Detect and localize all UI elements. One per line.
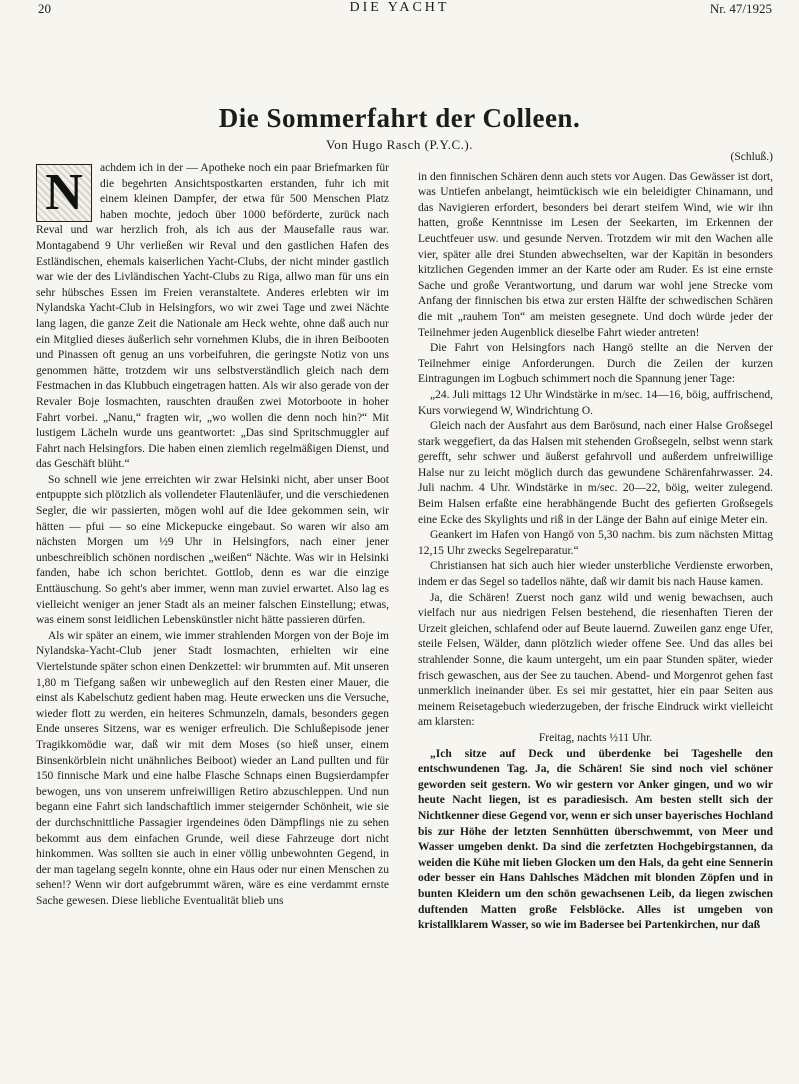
paragraph: So schnell wie jene erreichten wir zwar Helsinki nicht, aber unser Boot entpuppte sich plötzlich als vollendeter Flautenläufer, und die verschiedenen Segler, die wir passierten, mögen wohl auf die Idee gekommen sein, wir hätten — pfui — so eine Mickepucke eingebaut. So waren wir also am nächsten Morgen um ½9 Uhr in Helsingfors, nach einer jener unbeschreiblich schönen nordischen „weißen“ Nächte. Was wir in Helsinki fanden, habe ich schon berichtet. Gottlob, denn es war die einzige Enttäuschung. So geht's aber immer, wenn man zuviel erwartet. Also lag es vielleicht weniger an jener Stadt als an meiner falschen Einstellung; etwas, was einem sonst leidlichen Lebenskünstler nicht hätte passieren dürfen. <box>36 473 389 627</box>
conclusion-note: (Schluß.) <box>730 151 773 163</box>
logbook-entry: „24. Juli mittags 12 Uhr Windstärke in m/sec. 14—16, böig, auffrischend, Kurs vorwiegend W, Windrichtung O. <box>418 388 773 417</box>
drop-cap-initial: N <box>36 164 92 222</box>
paragraph: N achdem ich in der — Apotheke noch ein paar Briefmarken für die begehrten Ansichtspostkarten erstanden, fuhr ich mit einem kleinen Dampfer, der etwa für 500 Menschen Platz haben mochte, jedoch über 1000 beförderte, zurück nach Reval und war herzlich froh, als ich aus der Mausefalle raus war. Montagabend 9 Uhr verließen wir Reval und den gastlichen Hafen des Estländischen, ehemals kaiserlichen Yacht-Clubs, der nicht minder gastlich war wie der des Livländischen Yacht-Clubs zu Riga, allwo man für uns ein sehr hübsches Essen im Freien veranstaltete. Anderes erlebten wir im Nylandska Yacht-Club in Helsingfors, wo wir zwei Tage und zwei Nächte lang lagen, die ganze Zeit die Nationale am Heck wehte, ohne daß auch nur ein Mitglied dieses äußerlich sehr vornehmen Klubs, die in ihren Beibooten und Pinassen oft genug an uns vorbeifuhren, die geringste Notiz von uns genommen hätte, trotzdem wir uns selbstverständlich gleich nach dem Festmachen in das Klubbuch eingetragen hatten. Als wir also gerade von der Revaler Boje losmachten, rauschten draußen zwei Motorboote in hoher Fahrt vorbei. „Nanu,“ fragten wir, „wo wollen die denn noch hin?“ Mit lustigem Lächeln wurde uns geantwortet: „Das sind Spritschmuggler auf Fahrt nach Helsingfors. Die haben einen ziemlich regelmäßigen Dienst, und das Geschäft blüht.“ <box>36 162 389 471</box>
diary-dateline: Freitag, nachts ½11 Uhr. <box>538 731 653 744</box>
issue-number: Nr. 47/1925 <box>709 1 772 16</box>
paragraph: Die Fahrt von Helsingfors nach Hangö stellte an die Nerven der Teilnehmer einige Anforderungen. Durch die Zeilen der kurzen Eintragungen im Logbuch schimmert noch die Spannung jener Tage: <box>418 342 773 386</box>
logbook-entry: Geankert im Hafen von Hangö von 5,30 nachm. bis zum nächsten Mittag 12,15 Uhr zwecks Segelreparatur.“ <box>418 529 773 557</box>
page-number: 20 <box>38 1 51 16</box>
paragraph: Als wir später an einem, wie immer strahlenden Morgen von der Boje im Nylandska-Yacht-Club jener Stadt losmachten, erhielten wir eine Viertelstunde später schon einen Denkzettel: wir brummten auf. Mit unseren 1,80 m Tiefgang saßen wir unbeweglich auf den Resten einer Mauer, die einst als Kabelschutz gedient haben mag. Heute erwecken uns die Versuche, wieder flott zu werden, ein heiteres Schmunzeln, damals, besonders gegen Ende unseres Sitzens, war es weniger erfreulich. Die Schlußepisode jener Tragikkomödie war, daß wir mit dem Moses (so hieß unser, einem Binsenkörblein nicht unähnliches Beiboot) wieder an Land pullten und für 150 finnische Mark und eine halbe Flasche Schnaps einen Bugsierdampfer bewogen, uns von unserem unfreiwilligen Retiro abzuschleppen. Und nun begann eine Fahrt sich landschaftlich immer steigernder Schönheit, wie sie der durchschnittliche Passagier irgendeines öden Dämpflings nie zu sehen bekommt aus dem einfachen Grunde, weil diese Fahrzeuge dort nicht hinkommen. Was sollten sie auch in einer völlig unbewohnten Gegend, in der man tagelang segeln konnte, ohne ein Haus oder nur einen Menschen zu sehen!? Wenn wir dort aufgebrummt wären, wäre es eine verdammt ernste Sache gewesen. Diese liebliche Eventualität blieb uns <box>36 629 389 907</box>
article-byline: Von Hugo Rasch (P.Y.C.). <box>326 137 473 152</box>
diary-entry: „Ich sitze auf Deck und überdenke bei Tageshelle den entschwundenen Tag. Ja, die Schären! Sie sind noch viel schöner geworden seit gestern. Wo wir gestern vor Anker gingen, und wo wir heute Nacht liegen, ist es paradiesisch. Am besten stellt sich der Nichtkenner diese Gegend vor, wenn er sich unser bayerisches Hochland bis zur Höhe der letzten Sennhütten überschwemmt, von Meer und Wasser umgeben denkt. Da sind die zerfetzten Hochgebirgstannen, da weiden die Kühe mit lieben Glocken um den Hals, da geht eine Sennerin oder besser ein Hans Dahlsches Mädchen mit blonden Zöpfen und in bunten Kleidern um den schön gewachsenen Leib, da liegen zwischen duftenden Matten große Felsblöcke. Alles ist umgeben von kristallklarem Wasser, so wie im Badersee bei Partenkirchen, nur daß <box>418 747 773 932</box>
magazine-name: DIE YACHT <box>349 0 450 15</box>
article-title: Die Sommerfahrt der Colleen. <box>218 103 581 133</box>
left-column <box>36 161 389 910</box>
right-column <box>418 151 773 934</box>
paragraph: in den finnischen Schären denn auch stets vor Augen. Das Gewässer ist dort, was Untiefen anbelangt, heimtückisch wie ein beleidigter Chinamann, und das Navigieren erfordert, besonders bei derart steifem Wind, wie wir ihn hatten, große Kenntnisse im Lesen der Seekarten, im Erkennen der Leuchtfeuer usw. und gesunde Nerven. Trotzdem wir mit den Wachen alle vier, später alle drei Stunden abwechselten, war der Kapitän in besonders kitzlichen Gegenden immer an der Karte oder am Ruder. Es ist eine ernste Sache und große Verantwortung, und darum war wohl jene Strecke vom Anfang der finnischen bis etwa zur ersten Hälfte der schwedischen Schären die mit „rauhem Ton“ am meisten gesegnete. Und doch würde jeder der Teilnehmer jeden Augenblick dieselbe Fahrt wieder antreten! <box>418 170 773 339</box>
logbook-entry: Gleich nach der Ausfahrt aus dem Barösund, nach einer Halse Großsegel stark weggefiert, da das Halsen mit stehenden Großsegeln, selbst wenn stark gerefft, sehr schwer und äußerst gefahrvoll und außerdem unfreiwillige Halse nur zu leicht möglich durch das gewundene Schärenfahrwasser. 24. Juli nachm. 4 Uhr. Windstärke in m/sec. 20—22, böig, weiter zulegend. Beim Halsen erfaßte eine herabhängende Bucht des gefierten Großsegels eine Ecke des Skylights und riß in der Länge der Bahn auf einige Meter ein. <box>418 420 773 526</box>
paragraph: Christiansen hat sich auch hier wieder unsterbliche Verdienste erworben, indem er das Segel so tadellos nähte, daß wir damit bis nach Hause kamen. <box>418 560 773 589</box>
paragraph: Ja, die Schären! Zuerst noch ganz wild und wenig bewachsen, auch vielfach nur aus niedrigen Felsen bestehend, die riesenhaften Tieren der Urzeit gleichen, schlafend oder auf Beute lauernd. Zuweilen ganz enge Ufer, steile Felsen, Wälder, dann plötzlich wieder offene See. Und das alles bei strahlender Sonne, die kaum untergeht, um ein paar Stunden später, wieder frisch gewaschen, aus der See zu tauchen. Abend- und Morgenrot gehen fast unmerklich ineinander über. Es sei mir gestattet, hier ein paar Seiten aus meinem Reisetagebuch wiederzugeben, der frische Eindruck wirkt vielleicht am klarsten: <box>418 591 773 729</box>
page-header <box>0 0 799 18</box>
